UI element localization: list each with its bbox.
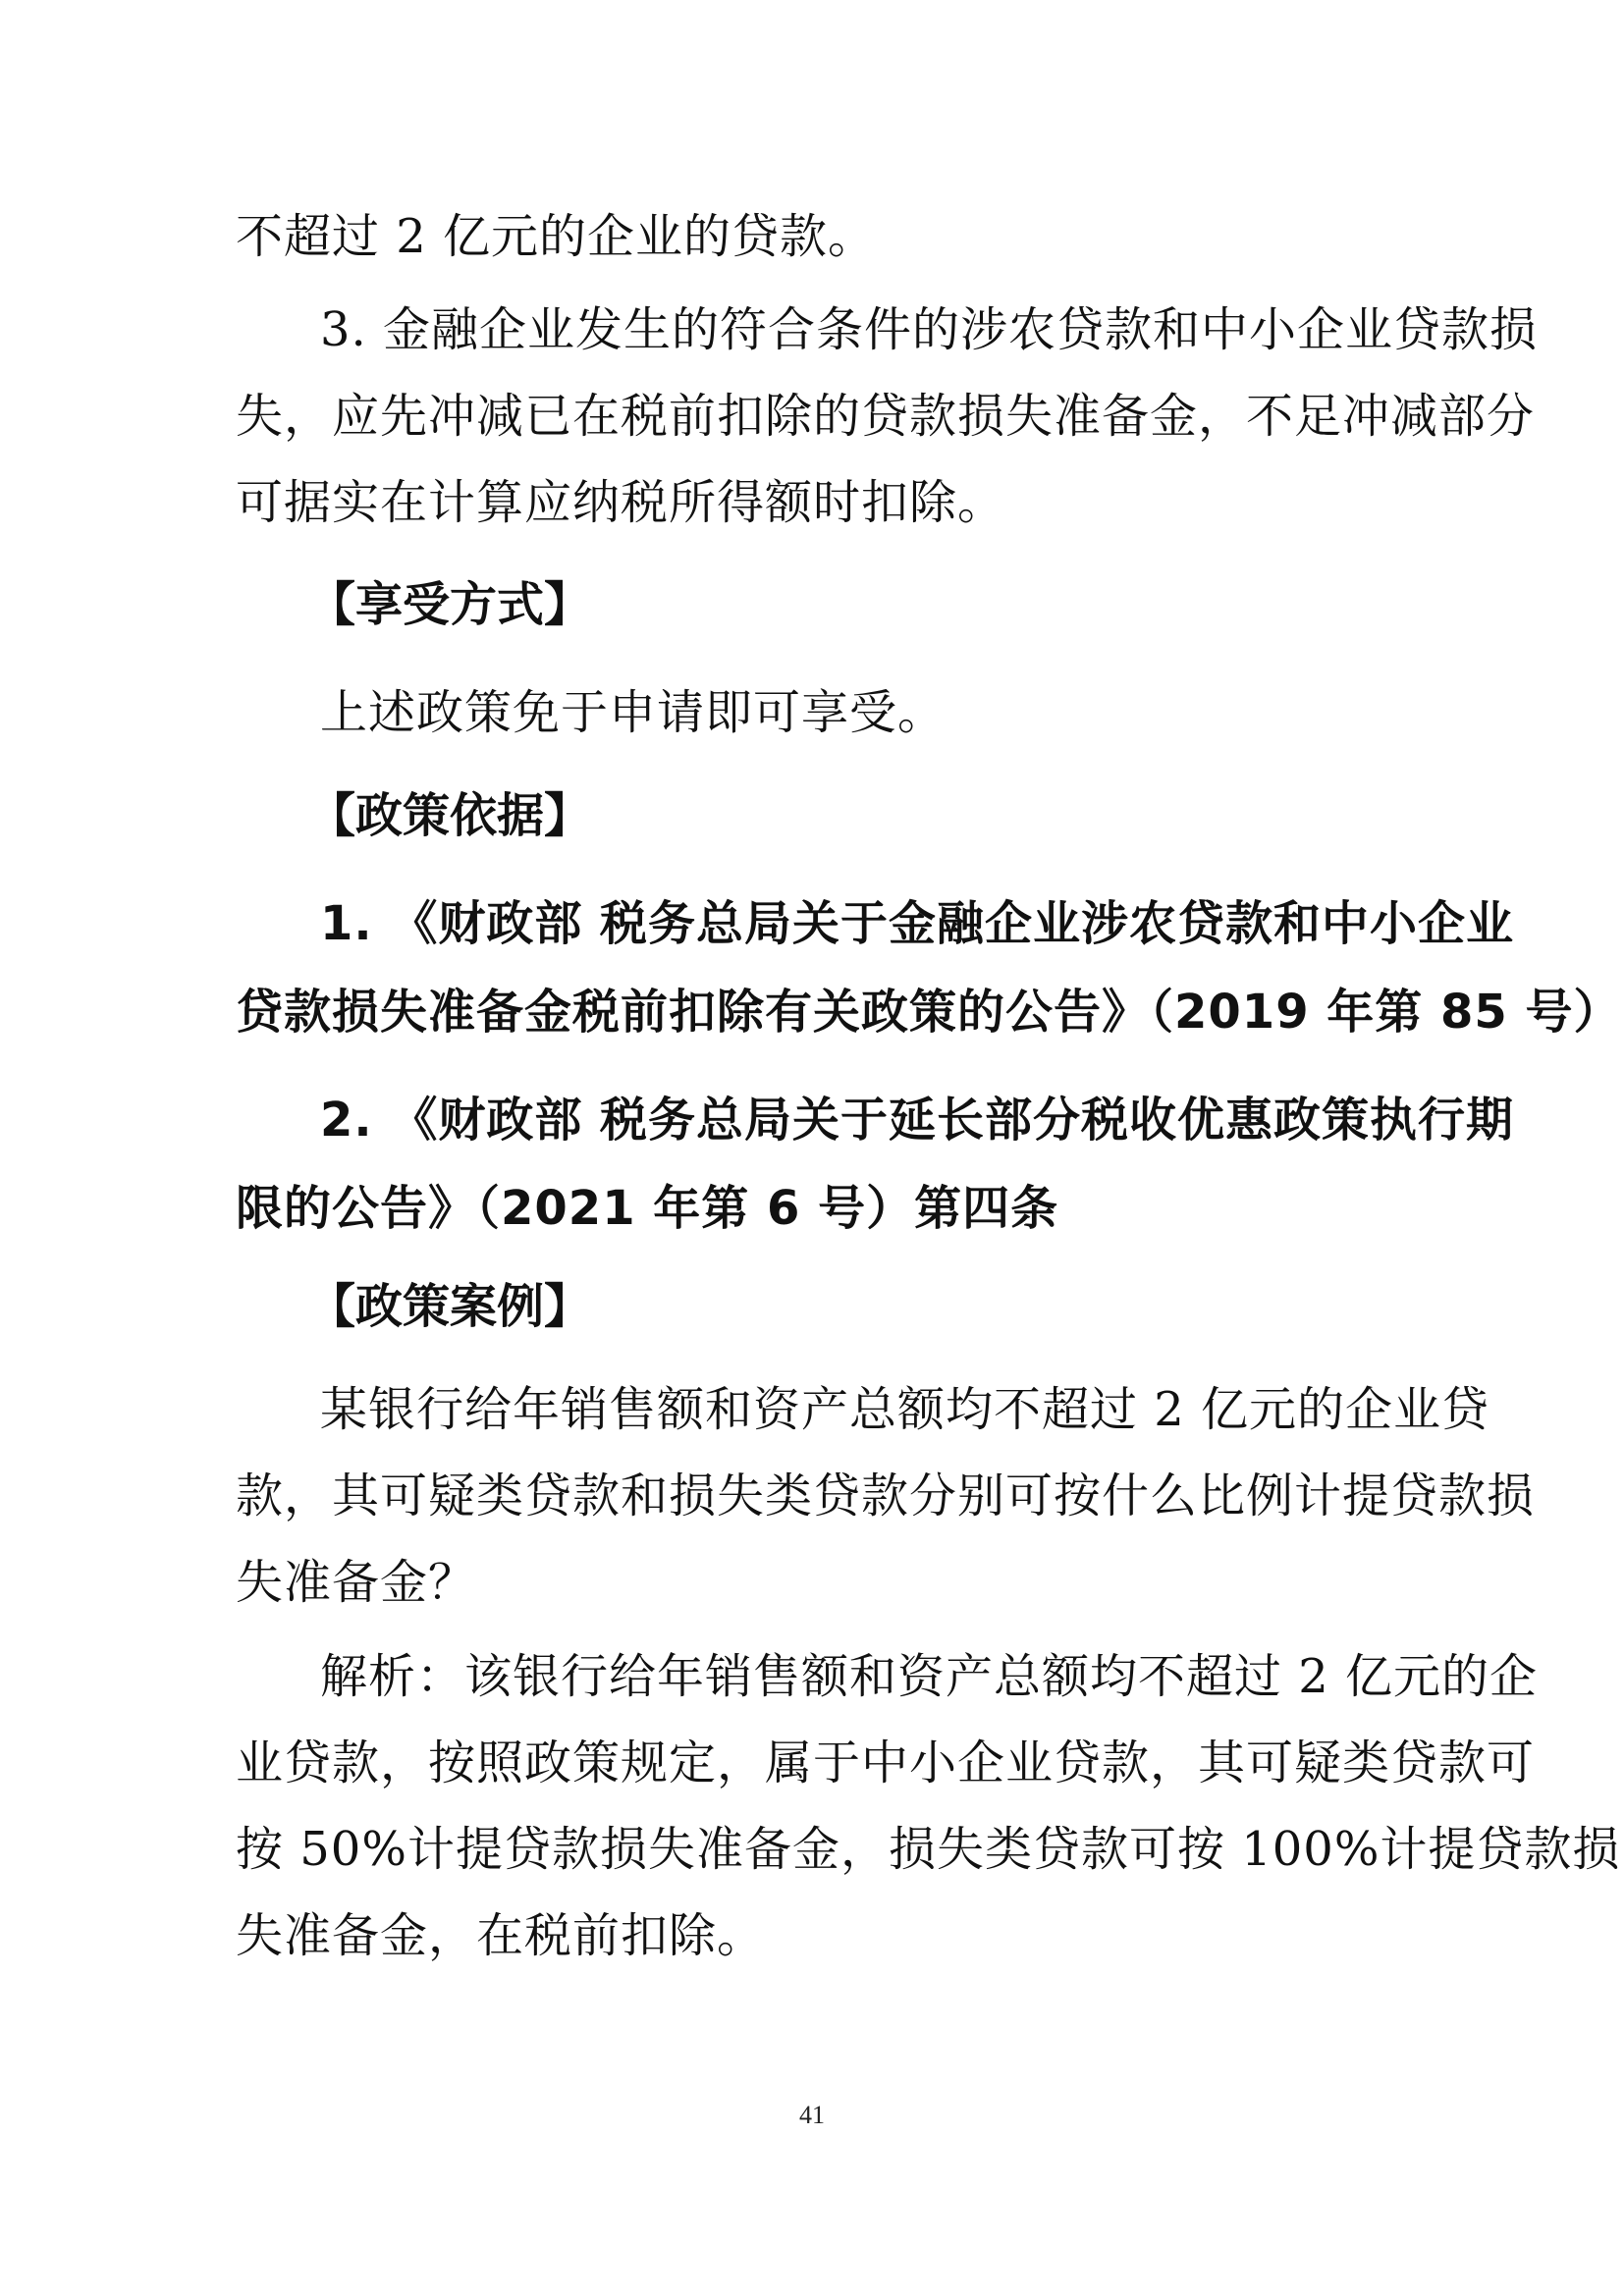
case-answer-line-2: 业贷款，按照政策规定，属于中小企业贷款，其可疑类贷款可 xyxy=(236,1735,1536,1790)
case-answer-line-1: 解析：该银行给年销售额和资产总额均不超过 2 亿元的企 xyxy=(320,1649,1539,1704)
page-number: 41 xyxy=(799,2101,825,2129)
case-question-line-3: 失准备金？ xyxy=(236,1555,477,1610)
heading-policy-case: 【政策案例】 xyxy=(308,1279,592,1334)
enjoy-method-line: 上述政策免于申请即可享受。 xyxy=(320,685,947,740)
case-question-line-2: 款，其可疑类贷款和损失类贷款分别可按什么比例计提贷款损 xyxy=(236,1468,1536,1523)
case-answer-line-3: 按 50%计提贷款损失准备金，损失类贷款可按 100%计提贷款损 xyxy=(236,1822,1621,1877)
item3-line-2: 失，应先冲减已在税前扣除的贷款损失准备金，不足冲减部分 xyxy=(236,389,1536,444)
item3-line-3: 可据实在计算应纳税所得额时扣除。 xyxy=(236,475,1006,530)
case-question-line-1: 某银行给年销售额和资产总额均不超过 2 亿元的企业贷 xyxy=(320,1382,1490,1437)
case-answer-line-4: 失准备金，在税前扣除。 xyxy=(236,1908,766,1963)
basis-item2-line-1: 2. 《财政部 税务总局关于延长部分税收优惠政策执行期 xyxy=(320,1093,1515,1148)
item3-line-1: 3. 金融企业发生的符合条件的涉农贷款和中小企业贷款损 xyxy=(320,302,1539,357)
basis-item1-line-1: 1. 《财政部 税务总局关于金融企业涉农贷款和中小企业 xyxy=(320,896,1515,951)
basis-item1-line-2: 贷款损失准备金税前扣除有关政策的公告》（2019 年第 85 号） xyxy=(236,985,1622,1040)
basis-item2-line-2: 限的公告》（2021 年第 6 号）第四条 xyxy=(236,1181,1059,1236)
heading-policy-basis: 【政策依据】 xyxy=(308,788,592,843)
heading-enjoy-method: 【享受方式】 xyxy=(308,577,592,632)
intro-tail-line: 不超过 2 亿元的企业的贷款。 xyxy=(236,209,877,264)
